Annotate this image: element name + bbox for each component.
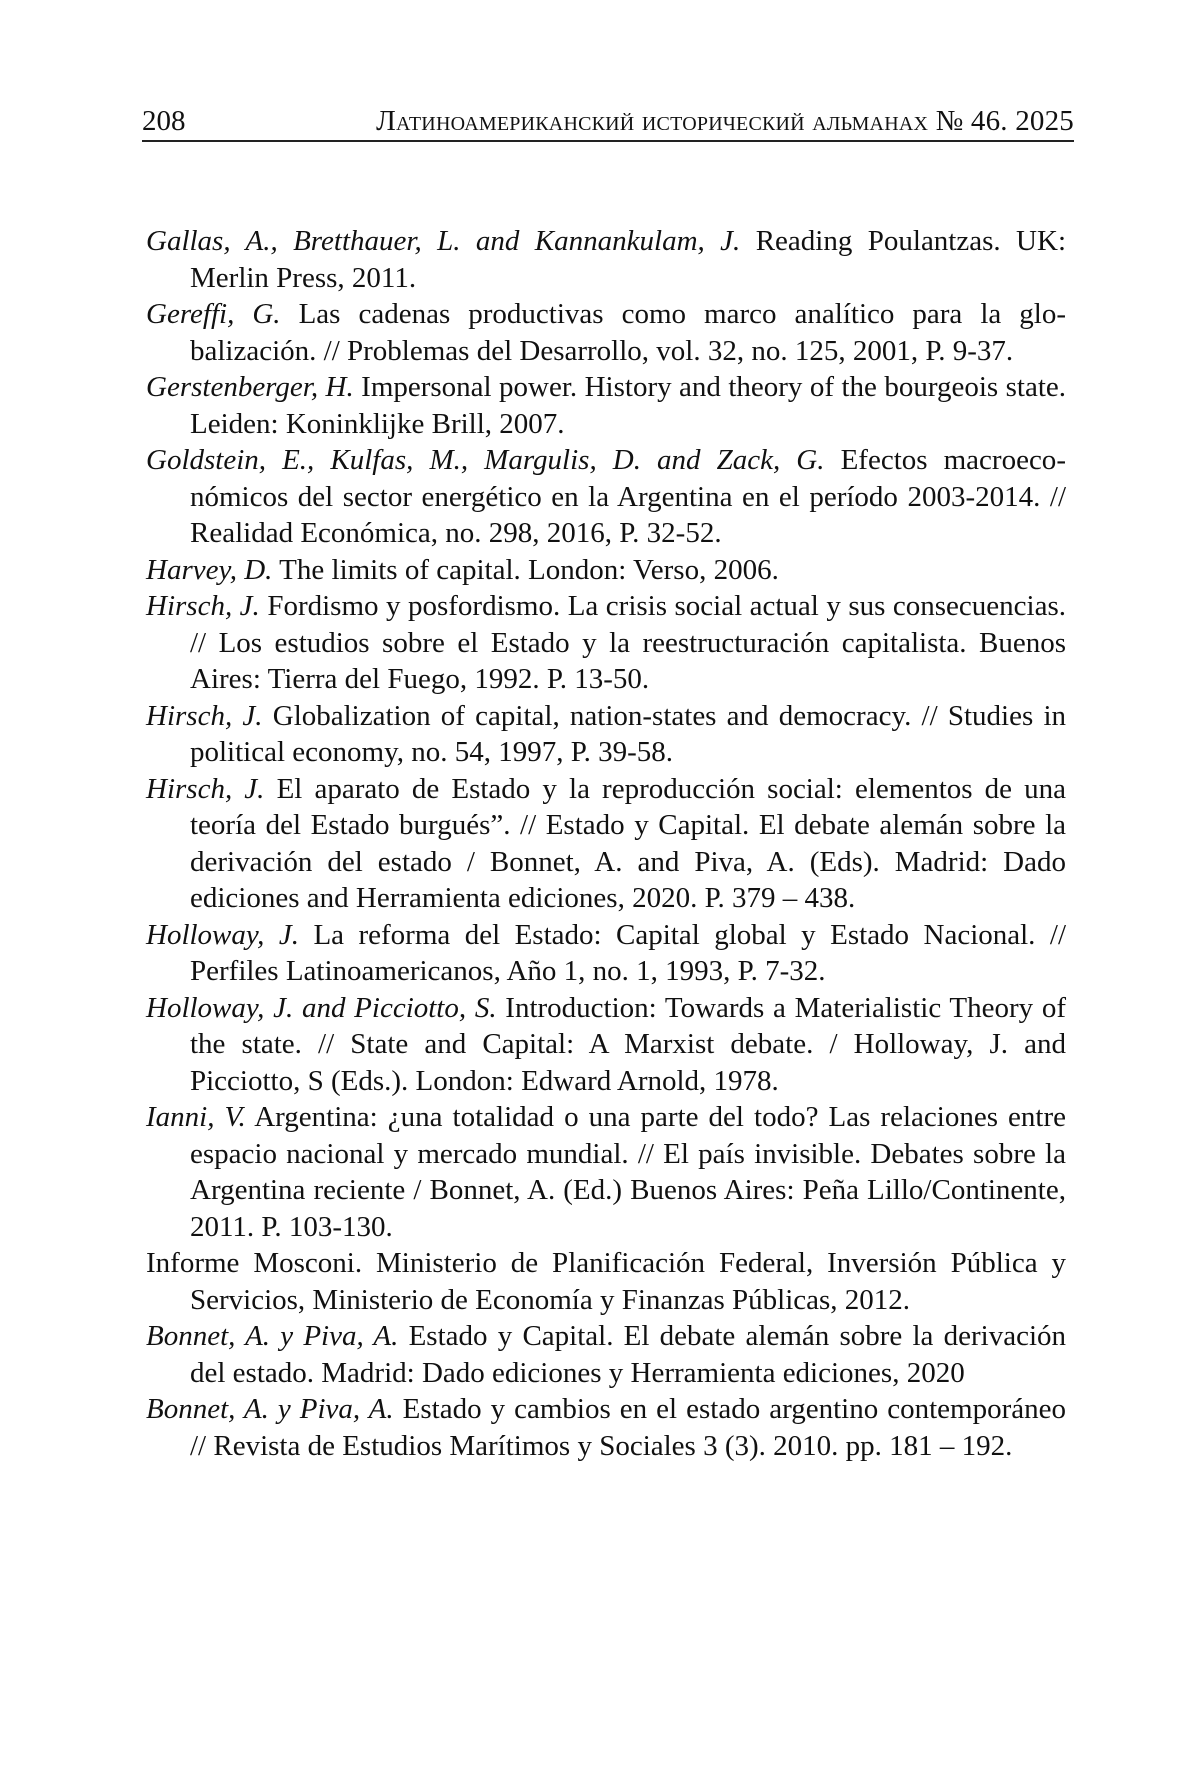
reference-text: The limits of capital. London: Verso, 2006. <box>279 553 779 586</box>
reference-entry <box>146 552 1066 589</box>
reference-authors: Holloway, J. and Picciotto, S. <box>146 991 497 1024</box>
reference-entry <box>146 990 1066 1100</box>
reference-entry <box>146 1099 1066 1245</box>
reference-authors: Goldstein, E., Kulfas, M., Margulis, D. and Zack, G. <box>146 444 825 476</box>
reference-entry <box>146 1318 1066 1391</box>
reference-text: Impersonal power. History and theory of the bourgeois state. Leiden: Koninklijke Brill, 2007. <box>190 371 1066 440</box>
reference-entry <box>146 296 1066 369</box>
reference-authors: Gereffi, G. <box>146 298 281 330</box>
reference-entry <box>146 442 1066 552</box>
reference-text: Introduction: Towards a Materialistic Theory of the state. // State and Capital: A Marxist debate. / Holloway, J. and Picciotto, S (Eds.). London: Edward Arnold, 1978. <box>190 991 1066 1097</box>
reference-text: Efectos macroeconómicos del sector energético en la Argentina en el período 2003-2014. // Realidad Económica, no. 298, 2016, P. 32-52. <box>190 444 1066 549</box>
reference-text: La reforma del Estado: Capital global y Estado Nacional. // Perfiles Latinoamericanos, Año 1, no. 1, 1993, P. 7-32. <box>190 918 1066 987</box>
reference-text: Estado y Capital. El debate alemán sobre la derivación del estado. Madrid: Dado ediciones y Herramienta ediciones, 2020 <box>190 1320 1066 1389</box>
reference-authors: Holloway, J. <box>146 918 299 951</box>
page-number: 208 <box>142 105 186 137</box>
reference-text: El aparato de Estado y la reproducción social: elementos de una teoría del Estado burgués”. // Estado y Capital. El debate alemán sobre la derivación del estado / Bonnet, A. and Piva, A. (Eds). Madrid: Dado ediciones and Herramienta ediciones, 2020. P. 379 – 438. <box>190 772 1067 914</box>
reference-entry <box>146 1245 1066 1318</box>
reference-authors: Hirsch, J. <box>146 772 265 805</box>
journal-title: Латиноамериканский исторический альманах № 46. 2025 <box>376 105 1074 137</box>
reference-authors: Bonnet, A. y Piva, A. <box>146 1393 394 1425</box>
reference-entry <box>146 1391 1066 1464</box>
reference-text: Reading Poulantzas. UK: Merlin Press, 2011. <box>190 225 1066 294</box>
reference-text: Fordismo y posfordismo. La crisis social actual y sus consecuencias. // Los estudios sobre el Estado y la reestructuración capitalista. Buenos Aires: Tierra del Fuego, 1992. P. 13-50. <box>190 590 1066 695</box>
reference-list <box>146 223 1066 1464</box>
reference-entry <box>146 698 1066 771</box>
reference-text: Las cadenas productivas como marco analítico para la globalización. // Problemas del Desarrollo, vol. 32, no. 125, 2001, P. 9-37. <box>190 298 1067 367</box>
reference-text: Estado y cambios en el estado argentino contemporáneo // Revista de Estudios Marítimos y Sociales 3 (3). 2010. pp. 181 – 192. <box>190 1393 1066 1462</box>
page-header <box>142 98 1074 142</box>
reference-authors: Gallas, A., Bretthauer, L. and Kannankulam, J. <box>146 225 741 257</box>
reference-entry <box>146 771 1066 917</box>
reference-authors: Harvey, D. <box>146 553 273 586</box>
reference-text: Globalization of capital, nation-states and democracy. // Studies in political economy, no. 54, 1997, P. 39-58. <box>190 699 1067 768</box>
reference-authors: Hirsch, J. <box>146 590 260 622</box>
reference-entry <box>146 223 1066 296</box>
reference-entry <box>146 588 1066 698</box>
reference-entry <box>146 369 1066 442</box>
reference-authors: Ianni, V. <box>146 1101 246 1133</box>
reference-authors: Bonnet, A. y Piva, A. <box>146 1320 399 1352</box>
reference-authors: Hirsch, J. <box>146 699 263 732</box>
reference-authors: Gerstenberger, H. <box>146 371 354 403</box>
reference-text: Argentina: ¿una totalidad o una parte del todo? Las relaciones entre espacio nacional y mercado mundial. // El país invisible. Debates sobre la Argentina reciente / Bonnet, A. (Ed.) Buenos Aires: Peña Lillo/Continente, 2011. P. 103-130. <box>190 1101 1066 1243</box>
reference-text: Informe Mosconi. Ministerio de Planificación Federal, Inversión Pública y Servicios, Ministerio de Economía y Finanzas Públicas, 2012. <box>146 1247 1066 1316</box>
reference-entry <box>146 917 1066 990</box>
